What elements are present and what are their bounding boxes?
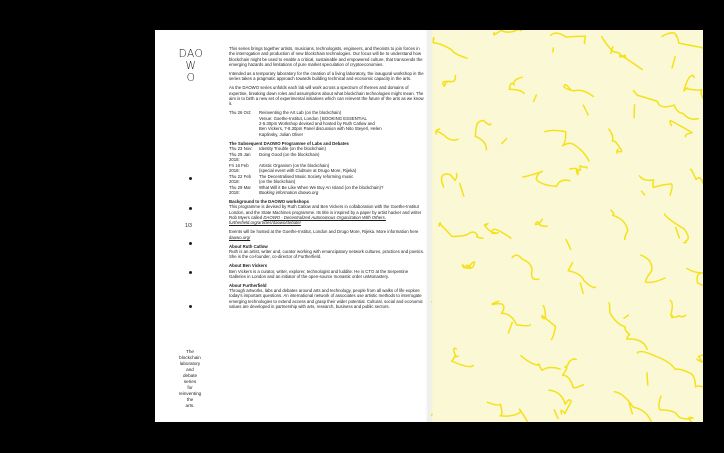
logo-line: W (185, 60, 197, 72)
pattern-stroke (642, 191, 645, 195)
tagline-line: The (186, 349, 194, 354)
pattern-stroke (691, 169, 703, 187)
pattern-stroke (609, 303, 647, 350)
pattern-stroke (602, 37, 642, 70)
pattern-stroke (494, 30, 524, 35)
pattern-stroke (566, 240, 571, 250)
intro-paragraph: As the DAOWO series unfolds each lab will work across a spectrum of themes and domains of expertise, breaking down roles and assumptions about what blockchain technologies might mean. The aim is to birth a new set of experimental initiatives which can reinvent the future of the arts as we know it. (229, 85, 424, 107)
event-line: Reinventing the Art Lab (on the blockchain) (259, 110, 342, 116)
furtherfield-heading: About Furtherfield (229, 282, 267, 288)
background-text: This programme is devised by Ruth Catlow and Ben Vickers in collaboration with the Goethe-Institut London, and the State Machines programme. Its title is inspired by a paper by artist hacker and writer Rob Myers called (229, 204, 422, 220)
pattern-stroke (624, 315, 629, 318)
event-details (259, 110, 425, 137)
event-date: Thu 26 Oct: (229, 110, 252, 116)
pattern-stroke (609, 129, 622, 152)
ben-heading: About Ben Vickers (229, 263, 268, 269)
pattern-stroke (523, 171, 570, 186)
pattern-stroke (462, 262, 474, 268)
pattern-stroke (535, 219, 547, 226)
pattern-stroke (611, 47, 613, 54)
pattern-stroke (670, 121, 692, 137)
hand-drawn-pattern (431, 30, 703, 422)
furtherfield-text: Through artworks, labs and debates around arts and technology, people from all walks of life explore today's important questions. An international network of associates use artistic methods to interrogate emerging technologies to extend access and grasp their wider potential. Cultural, social and economic values are developed in partnership with arts, research, business and public sectors. (229, 288, 423, 310)
page-number: 1/3 (185, 223, 192, 229)
right-page-pattern (431, 30, 703, 422)
pattern-stroke (492, 301, 530, 325)
pattern-stroke (553, 48, 554, 52)
event-date: Fri 16 Feb 2018: (229, 162, 249, 173)
programme-event (229, 163, 425, 174)
pattern-stroke (439, 223, 483, 238)
event-date: Thu 22 Feb 2018: (229, 173, 251, 184)
pattern-stroke (433, 38, 467, 59)
programme-event (229, 146, 425, 151)
intro-paragraph: Intended as a temporary laboratory for the creation of a living laboratory, the inaugural workshop in the series takes a pragmatic approach towards building technical and economic capacity in the arts. (229, 70, 424, 82)
event-note: (on the blockchain) (259, 178, 296, 184)
page-gutter (425, 30, 433, 422)
pattern-stroke (508, 323, 512, 334)
pattern-stroke (676, 228, 680, 239)
left-page (155, 30, 431, 422)
event-note: (special event with Clubture at Drugo More, Rijeka) (259, 167, 357, 173)
pattern-stroke (583, 105, 588, 115)
pattern-stroke (509, 77, 524, 93)
event-title: Doing Good (on the blockchain) (259, 151, 320, 157)
events-note: Events will be hosted at the Goethe-Institut, London and Drugo More, Rijeka. More information here (229, 229, 419, 235)
programme-event (229, 174, 425, 185)
pattern-stroke (697, 350, 703, 363)
programme-event (229, 185, 425, 196)
pattern-stroke (534, 95, 537, 102)
margin-bullet (189, 177, 192, 180)
pattern-stroke (545, 130, 589, 161)
side-tagline (172, 349, 208, 409)
margin-bullet (189, 271, 192, 274)
main-text-column (229, 46, 425, 313)
pattern-stroke (521, 356, 560, 370)
pattern-stroke (617, 149, 618, 153)
tagline-line: for (187, 385, 193, 390)
event-line: 2-5.30pm Workshop devised and hosted by Ruth Catlow and (259, 120, 375, 126)
logo-line: O (186, 72, 196, 84)
pattern-stroke (633, 91, 698, 120)
pattern-stroke (554, 410, 558, 419)
pattern-stroke (611, 210, 628, 239)
pattern-stroke (442, 173, 457, 187)
pattern-stroke (452, 348, 474, 366)
pattern-stroke (670, 300, 686, 317)
pattern-stroke (659, 396, 703, 422)
pattern-stroke (687, 269, 703, 295)
pattern-stroke (431, 395, 457, 422)
pattern-stroke (563, 359, 584, 388)
pattern-stroke (436, 129, 458, 140)
event-date: Thu 23 Nov: (229, 145, 253, 151)
daowo-site-link[interactable]: daowo.org/ (229, 234, 251, 240)
pattern-stroke (460, 183, 464, 196)
pattern-stroke (662, 33, 703, 49)
ben-bio: Ben Vickers is a curator, writer, explorer, technologist and luddite. He is CTO at the Serpentine Galleries in London and an initiator of the open-source monastic order unMonastery. (229, 268, 409, 279)
tagline-line: and (186, 367, 194, 372)
pattern-stroke (640, 176, 673, 195)
daowo-paper-link[interactable]: DAOWO - Decentralized Autonomous Organization With Others. furtherfield.org/articles/daowo/debate/ (229, 214, 386, 226)
programme-event (229, 152, 425, 163)
tagline-line: the (186, 397, 194, 402)
brochure-spread (155, 30, 703, 422)
tagline-line: arts. (185, 403, 195, 408)
ruth-heading: About Ruth Catlow (229, 243, 268, 249)
pattern-stroke (568, 263, 595, 288)
pattern-stroke (615, 392, 664, 422)
pattern-stroke (684, 75, 703, 102)
margin-bullet (189, 242, 192, 245)
pattern-stroke (502, 139, 507, 144)
margin-bullet (189, 207, 192, 210)
event-title: Identity Trouble (on the blockchain) (259, 145, 326, 151)
booking-link[interactable]: Booking information daowo.org (259, 189, 319, 195)
pattern-stroke (580, 283, 583, 293)
margin-bullet (189, 305, 192, 308)
logo-line: DAO (178, 48, 204, 60)
pattern-stroke (443, 76, 456, 87)
event-date: Thu 29 Mar 2018: (229, 184, 251, 195)
first-event (229, 110, 425, 137)
pattern-stroke (564, 85, 593, 97)
event-line: Ben Vickers, 7-8.30pm Panel discussion with Nito Steyerl, Helen (259, 126, 382, 132)
tagline-line: blockchain (179, 355, 201, 360)
event-title: The Decentralised Music Society reforming music (259, 173, 354, 179)
event-line: Venue: Goethe-Institut, London | BOOKING ESSENTIAL (259, 115, 367, 121)
daowo-logo (173, 48, 209, 84)
ruth-bio: Ruth is an artist, writer and, curator working with emancipatory network cultures, practices and poetics. She is the co-founder, co-director of Furtherfield. (229, 248, 425, 260)
pattern-stroke (512, 255, 539, 279)
pattern-stroke (549, 390, 571, 414)
event-title: What Will it Be Like When We Buy An Island (on the blockchain)? (259, 184, 384, 190)
pattern-stroke (485, 223, 512, 238)
pattern-stroke (570, 166, 587, 175)
tagline-line: reinventing (178, 391, 202, 396)
tagline-line: debate (182, 373, 198, 378)
tagline-line: laboratory (179, 361, 201, 366)
pattern-stroke (551, 33, 586, 43)
background-heading: Background to the DAOWO workshops (229, 198, 309, 204)
pattern-stroke (487, 402, 527, 422)
programme-heading: The Subsequent DAOWO Programme of Labs and Debates (229, 140, 349, 146)
tagline-line: series (183, 379, 197, 384)
pattern-stroke (672, 57, 675, 68)
pattern-stroke (647, 373, 648, 385)
event-line: Kaplinsky, Julian Oliver (259, 131, 304, 137)
pattern-stroke (475, 120, 490, 149)
event-date: Thu 25 Jan 2018: (229, 151, 251, 162)
pattern-stroke (542, 306, 556, 340)
pattern-stroke (641, 255, 665, 282)
intro-paragraph: This series brings together artists, musicians, technologists, engineers, and theorists to join forces in the interrogation and production of new blockchain technologies. Our focus will be to understand how blockchain might be used to enable a critical, sustainable and empowered culture, that transcends the emerging hazards and limitations of pure market speculation of cryptoeconomies. (229, 46, 423, 68)
event-title: Artistic Organism (on the blockchain) (259, 162, 330, 168)
